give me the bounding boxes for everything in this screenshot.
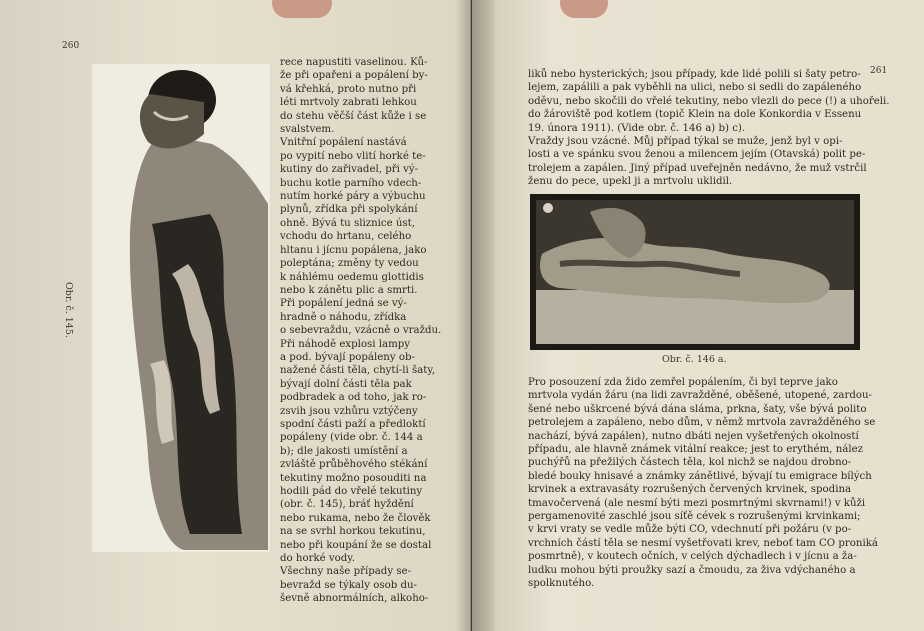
thumb-left xyxy=(272,0,332,18)
right-bottom-line: pergamenovité zaschlé jsou síťě cévek s rozrušenými krvinkami; xyxy=(528,511,861,523)
right-bottom-line: bledé bouky hnisavé a známky zánětlivé, bývají tu emigrace bílých xyxy=(528,470,872,482)
figure-145-caption: Obr. č. 145. xyxy=(63,282,74,338)
right-top-line: oděvu, nebo skočili do vřelé tekutiny, nebo vlezli do pece (!) a uhořeli. xyxy=(528,95,890,107)
right-top-line: losti a ve spánku svou ženou a milencem jejím (Otavská) polit pe- xyxy=(528,149,866,161)
left-column-line: nažené části těla, chytí-li šaty, xyxy=(280,365,435,377)
left-column-line: zsvih jsou vzhůru vztýčeny xyxy=(280,405,418,417)
left-column-line: podbradek a od toho, jak ro- xyxy=(280,392,427,404)
left-column-line: nebo při koupání že se dostal xyxy=(280,539,432,551)
figure-145-photo xyxy=(92,64,270,552)
left-column-line: do stehu věčší část kůže i se xyxy=(280,110,427,122)
left-column-line: ševně abnormálních, alkoho- xyxy=(280,593,429,605)
right-top-line: lejem, zapálili a pak vyběhli na ulici, nebo si sedli do zapáleného xyxy=(528,82,862,94)
left-column-line: o sebevraždu, vzácně o vraždu. xyxy=(280,325,442,337)
left-column-line: hodili pád do vřelé tekutiny xyxy=(280,486,423,497)
left-column-line: Všechny naše případy se- xyxy=(280,566,412,578)
right-bottom-line: vrchních částí těla se nesmí vyšetřovati krev, neboť tam CO proniká xyxy=(528,537,878,549)
left-column-line: po vypití nebo vlití horké te- xyxy=(280,150,426,162)
left-column-line: poleptána; změny ty vedou xyxy=(280,258,419,270)
left-column-line: ohně. Bývá tu sliznice úst, xyxy=(280,217,415,229)
right-top-text xyxy=(528,68,904,189)
left-column-line: kutiny do zařivadel, při vý- xyxy=(280,164,419,176)
right-bottom-line: Pro posouzení zda žido zemřel popálením, či byl teprve jako xyxy=(528,377,838,388)
left-column-line: Při popálení jedná se vý- xyxy=(280,298,407,310)
right-bottom-line: nachází, bývá zapálen), nutno dbáti nejen vyšetřených okolností xyxy=(528,430,859,442)
left-column-line: zvláště průběhového stékání xyxy=(280,459,428,471)
right-bottom-line: případu, ale hlavně známek vitální reakce; jest to erythém, nález xyxy=(528,444,864,456)
left-column-line: bývají dolní části těla pak xyxy=(280,378,412,390)
left-column-line: hradně o náhodu, zřídka xyxy=(280,311,407,323)
page-number-left: 260 xyxy=(62,41,80,51)
right-top-line: Vraždy jsou vzácné. Můj případ týkal se muže, jenž byl v opi- xyxy=(528,136,843,148)
left-column-line: léti mrtvoly zabrati lehkou xyxy=(280,97,417,109)
left-column-line: (obr. č. 145), bráť hyždění xyxy=(280,499,414,511)
right-bottom-line: tmavočervená (ale nesmí býti mezi posmrtnými skvrnami!) v kůži xyxy=(528,497,866,509)
left-column-line: svalstvem. xyxy=(280,124,335,136)
right-bottom-line: spolknutého. xyxy=(528,578,595,590)
left-column-line: plynů, zřídka při spolykání xyxy=(280,204,418,216)
page-number-right: 261 xyxy=(870,66,888,76)
book-gutter-shadow xyxy=(455,0,495,631)
left-column-line: buchu kotle parního vdech- xyxy=(280,177,422,189)
right-top-line: ženu do pece, upekl ji a mrtvolu uklidil. xyxy=(528,176,733,188)
right-bottom-text xyxy=(528,376,904,591)
left-column-line: a pod. bývají popáleny ob- xyxy=(280,351,415,363)
figure-146a xyxy=(530,194,860,350)
left-column-line: spodní části paží a předloktí xyxy=(280,418,426,430)
right-bottom-line: puchýřů na přežilých částech těla, kol nichž se najdou drobno- xyxy=(528,457,852,469)
left-column-line: vá křehká, proto nutno při xyxy=(280,83,417,95)
left-column-line: na se svrhl horkou tekutinu, xyxy=(280,526,426,538)
left-column-line: nebo rukama, nebo že člověk xyxy=(280,512,431,524)
right-top-line: 19. února 1911). (Vide obr. č. 146 a) b) c). xyxy=(528,122,746,134)
right-top-line: trolejem a zapálen. Jiný případ uveřejněn nedávno, že muž vstrčil xyxy=(528,162,867,174)
left-column-line: Při náhodě explosi lampy xyxy=(280,338,411,350)
left-column-text xyxy=(280,56,456,606)
left-column-line: hltanu i jícnu popálena, jako xyxy=(280,244,427,256)
left-column-line: rece napustiti vaselinou. Ků- xyxy=(280,57,428,68)
right-top-line: do žároviště pod kotlem (topič Klein na dole Konkordia v Essenu xyxy=(528,109,862,121)
thumb-right xyxy=(560,0,608,18)
left-column-line: nutím horké páry a výbuchu xyxy=(280,191,426,203)
right-bottom-line: petrolejem a zapáleno, nebo dům, v němž mrtvola zavražděného se xyxy=(528,417,876,429)
left-column-line: tekutiny možno posouditi na xyxy=(280,472,427,484)
right-bottom-line: posmrtně), v koutech očních, v celých dýchadlech i v jícnu a ža- xyxy=(528,551,857,563)
left-column-line: k náhlému oedemu glottidis xyxy=(280,271,424,283)
left-column-line: nebo k zánětu plic a smrti. xyxy=(280,284,418,296)
right-bottom-line: krvinek a extravasáty rozrušených červených krvinek, spodina xyxy=(528,484,852,496)
left-column-line: Vnitřní popálení nastává xyxy=(280,137,407,149)
right-bottom-line: mrtvola vydán žáru (na lidi zavražděné, oběšené, utopené, zardou- xyxy=(528,390,872,402)
left-column-line: vchodu do hrtanu, celého xyxy=(280,231,412,243)
right-top-line: liků nebo hysterických; jsou případy, kde lidé polili si šaty petro- xyxy=(528,69,861,80)
left-column-line: do horké vody. xyxy=(280,553,355,565)
right-bottom-line: ludku mohou býti proužky sazí a čmoudu, za živa vdýchaného a xyxy=(528,564,856,576)
left-column-line: popáleny (vide obr. č. 144 a xyxy=(280,432,423,444)
left-column-line: že při opařeni a popálení by- xyxy=(280,70,428,82)
right-bottom-line: v krvi vraty se vedle může býti CO, vdechnutí při požáru (v po- xyxy=(528,524,852,536)
left-column-line: bevražd se týkaly osob du- xyxy=(280,579,417,591)
figure-146a-photo xyxy=(530,194,860,350)
figure-146a-caption: Obr. č. 146 a. xyxy=(662,354,727,365)
figure-145 xyxy=(63,64,270,552)
right-bottom-line: šené nebo uškrcené bývá dána sláma, prkna, šaty, vše bývá polito xyxy=(528,403,867,415)
right-page xyxy=(472,0,924,631)
left-column-line: b); dle jakosti umístění a xyxy=(280,445,408,457)
